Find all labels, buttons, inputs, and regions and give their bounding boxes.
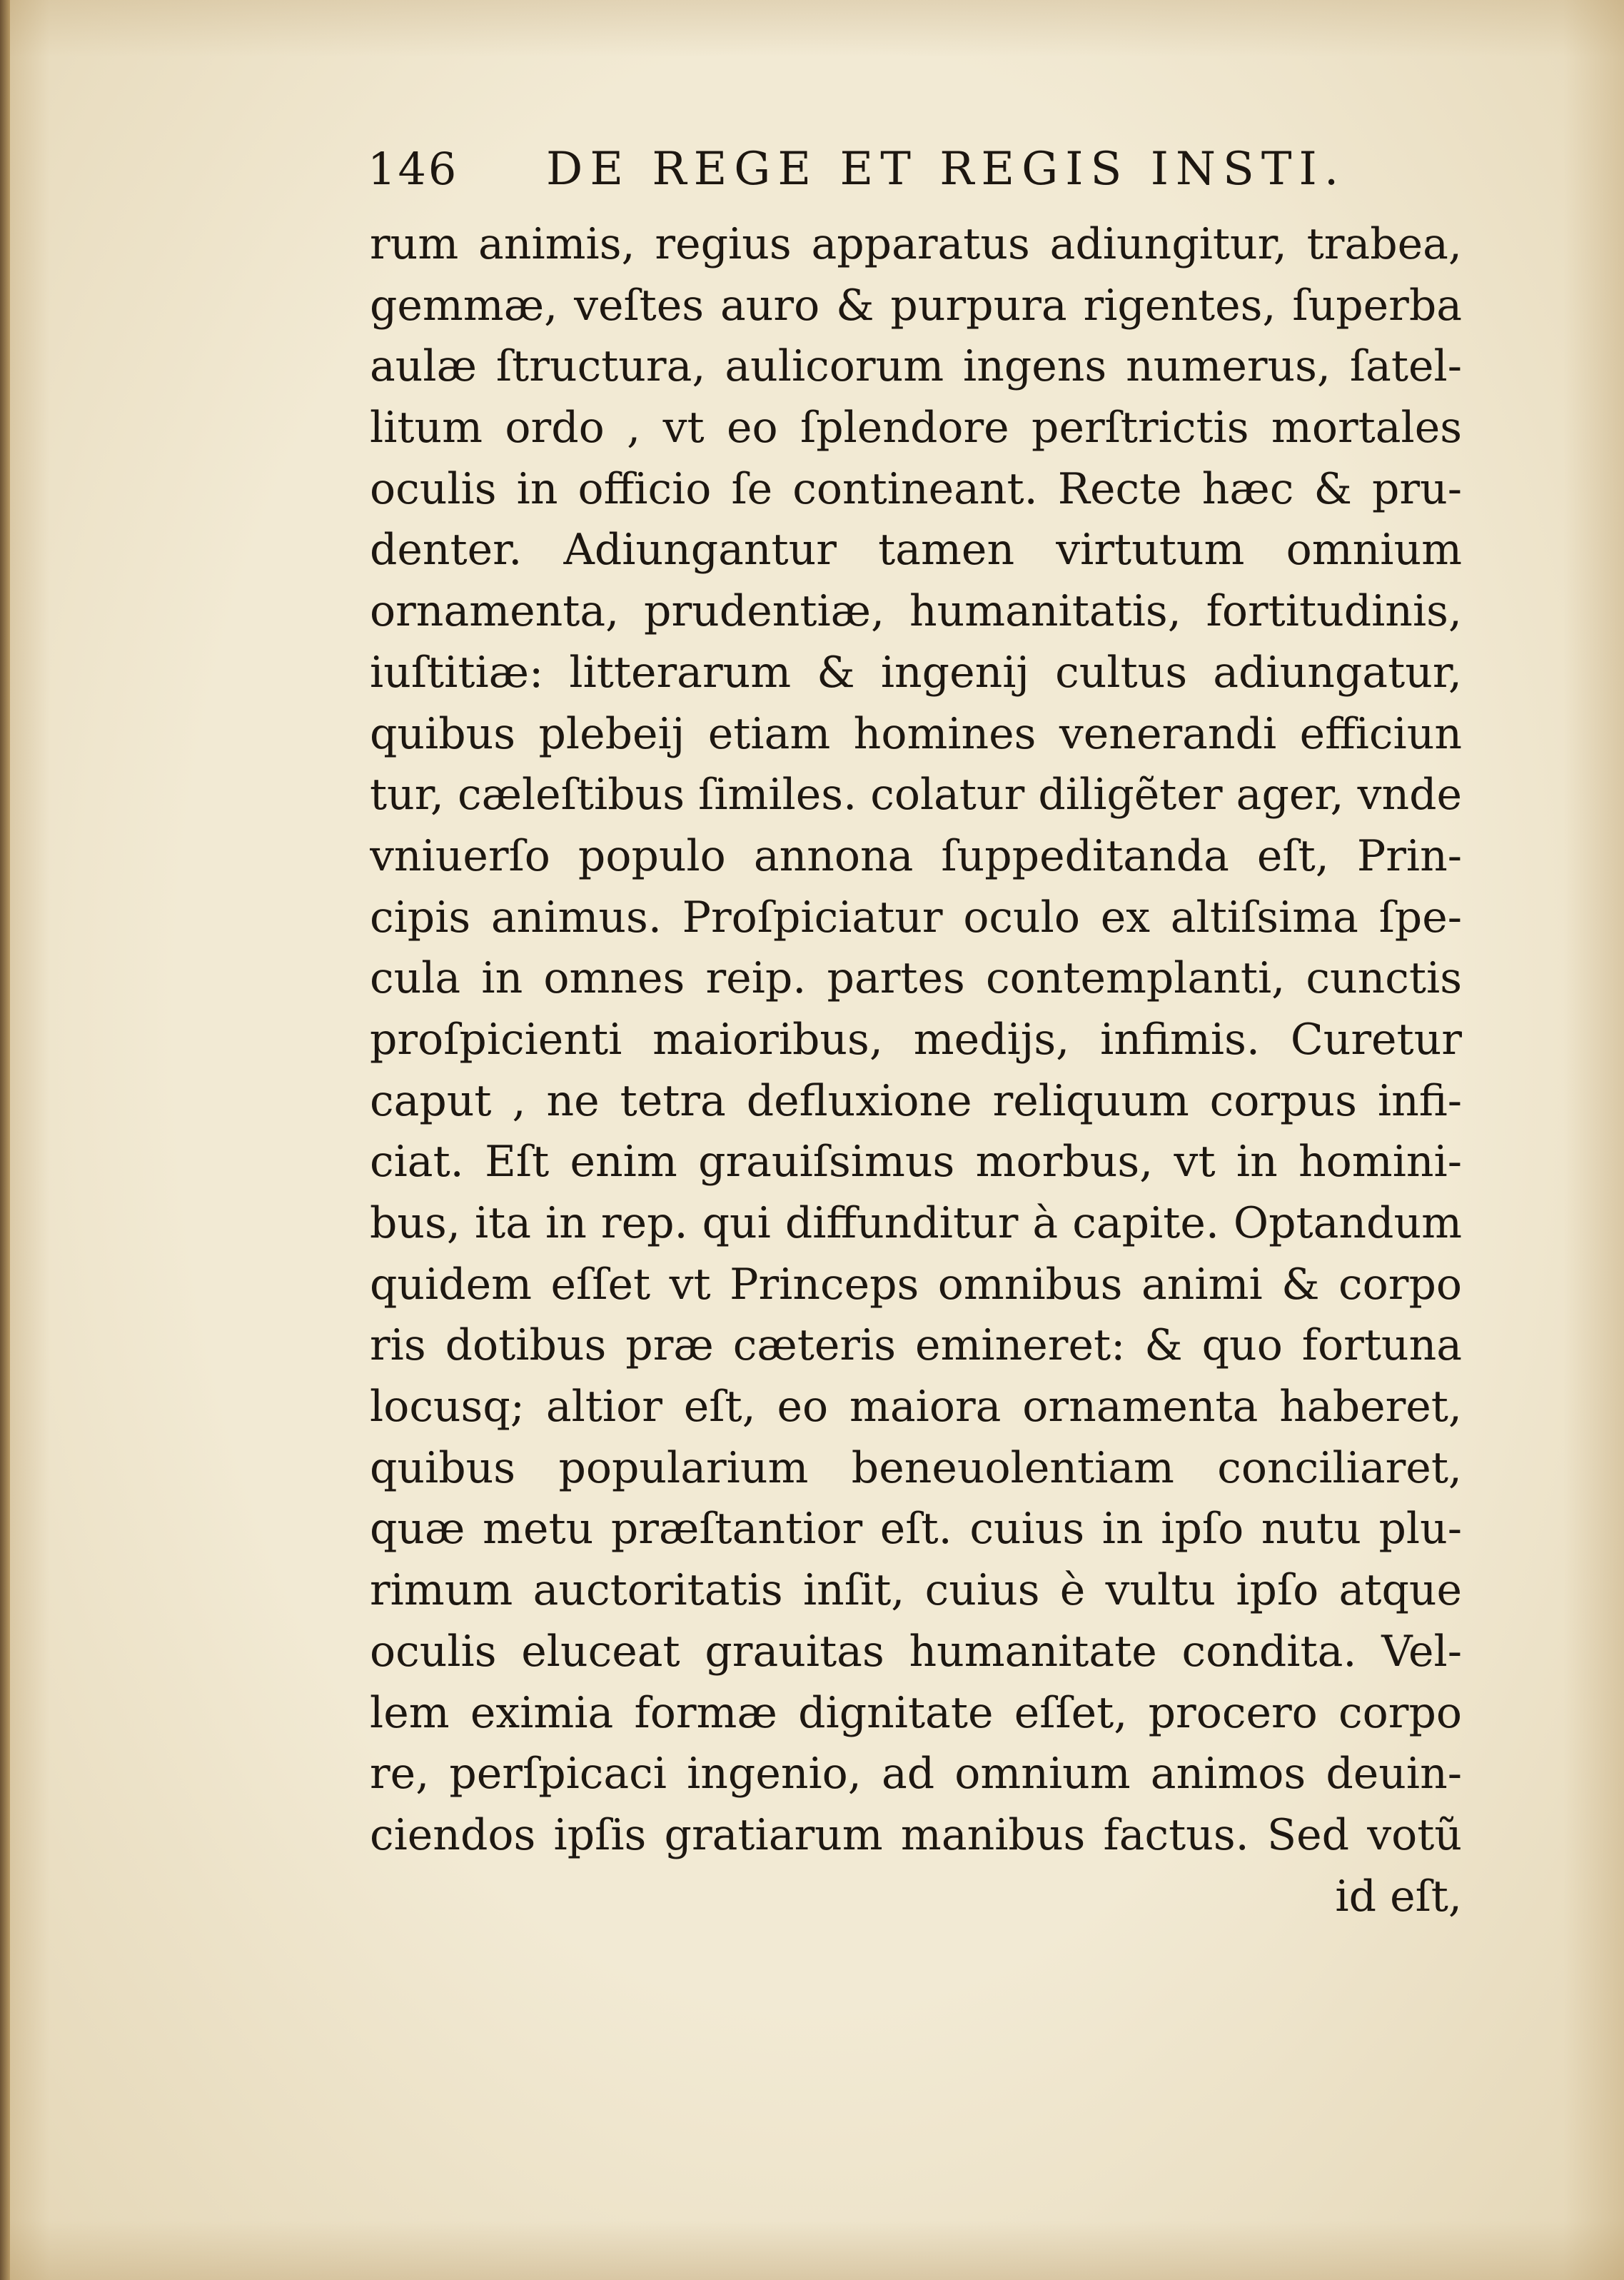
text-line: quibus plebeij etiam homines venerandi efficiun [370,708,1462,759]
text-line: rum animis, regius apparatus adiungitur, trabea, [370,219,1462,269]
text-line: denter. Adiungantur tamen virtutum omnium [370,525,1462,576]
text-line: caput , ne tetra defluxione reliquum corpus infi- [370,1075,1462,1126]
running-head-title: DE REGE ET REGIS INSTI. [546,143,1346,196]
page-number: 146 [368,143,459,195]
text-line: quibus popularium beneuolentiam conciliaret, [370,1442,1462,1493]
text-line: oculis in officio ſe contineant. Recte hæc & pru- [370,463,1462,514]
text-line: quæ metu præſtantior eſt. cuius in ipſo nutu plu- [370,1504,1462,1555]
text-line: cula in omnes reip. partes contemplanti, cunctis [370,953,1462,1004]
text-line: ciat. Eſt enim grauiſsimus morbus, vt in homini- [370,1137,1462,1187]
text-line: lem eximia formæ dignitate eſſet, procero corpo [370,1687,1462,1738]
text-line: proſpicienti maioribus, medijs, infimis. Curetur [370,1014,1462,1065]
text-line: ris dotibus præ cæteris emineret: & quo fortuna [370,1320,1462,1371]
text-line: quidem eſſet vt Princeps omnibus animi & corpo [370,1259,1462,1310]
text-line: locusq; altior eſt, eo maiora ornamenta haberet, [370,1382,1462,1432]
text-line: iuſtitiæ: litterarum & ingenij cultus adiungatur, [370,647,1462,698]
text-line: cipis animus. Proſpiciatur oculo ex altiſsima ſpe- [370,892,1462,943]
catchword-line: id eſt, [1335,1871,1462,1922]
text-line: ciendos ipſis gratiarum manibus factus. Sed votũ [370,1809,1462,1860]
running-head [368,143,1460,207]
text-line: re, perſpicaci ingenio, ad omnium animos deuin- [370,1749,1462,1799]
text-line: oculis eluceat grauitas humanitate condita. Vel- [370,1626,1462,1677]
text-line: ornamenta, prudentiæ, humanitatis, fortitudinis, [370,586,1462,637]
text-line: litum ordo , vt eo ſplendore perſtrictis mortales [370,403,1462,453]
text-line: aulæ ſtructura, aulicorum ingens numerus, ſatel- [370,341,1462,392]
text-line: rimum auctoritatis inſit, cuius è vultu ipſo atque [370,1565,1462,1616]
text-line: tur, cæleſtibus ſimiles. colatur diligẽter ager, vnde [370,770,1462,820]
text-line: gemmæ, veſtes auro & purpura rigentes, ſuperba [370,280,1462,331]
body-text [370,214,1462,1927]
text-line: vniuerſo populo annona ſuppeditanda eſt, Prin- [370,830,1462,881]
text-line: bus, ita in rep. qui diffunditur à capite. Optandum [370,1198,1462,1248]
